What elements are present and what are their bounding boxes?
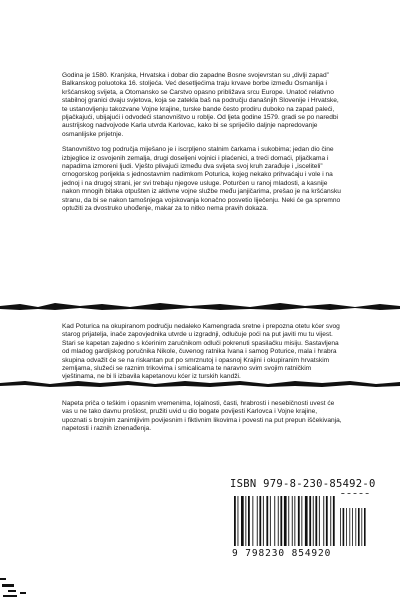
corner-decoration — [0, 540, 60, 600]
tagline-paragraph: Napeta priča o teškim i opasnim vremenima, lojalnosti, časti, hrabrosti i nesebičnosti uvest će vas u ne tako davnu prošlost, pružiti uvid u dio bogate povijesti Karlovca i Vojne krajine, upoznati s brojnim zanimljivim povijesnim i fiktivnim likovima i povesti na put prepun iščekivanja, napetosti i raznih iznenađenja. — [62, 400, 342, 433]
synopsis-paragraph-2: Stanovništvo tog područja miješano je i iscrpljeno stalnim čarkama i sukobima; jedan dio čine izbjeglice iz osvojenih zemalja, drugi doseljeni vojnici i plaćenici, a treći domaći, pljačkama i napadima izmoreni ljudi. Vješto plivajući između dva svijeta svoj kruh zarađuje i „isceliteli” crnogorskog porijekla s jednostavnim nadimkom Poturica, kojeg nekako prihvaćaju i vole i na jednoj i na drugoj strani, jer svi trebaju njegove usluge. Poturčen u ranoj mladosti, a kasnije nakon mnogih bitaka otpušten iz aktivne vojne službe među janjičarima, prešao je na kršćansku stranu, da bi se nakon tamošnjega vojskovanja konačno posvetio liječenju. Neki će ga spremno optužiti za dvostruko uhođenje, makar za to nitko nema pravih dokaza. — [62, 146, 341, 213]
synopsis-text — [62, 72, 342, 221]
torn-edge-bottom — [0, 378, 400, 390]
plot-paragraph: Kad Poturica na okupiranom području nedaleko Kamengrada sretne i prepozna otetu kćer svog starog prijatelja, inače zapovjednika utvrde u izgradnji, odlučuje poći na put javiti mu tu vijest. Stari se kapetan zajedno s kćerinim zaručnikom odluči pokrenuti spasilačku misiju. Sastavljena od mladog gardijskog poručnika Nikole, čuvenog ratnika Ivana i samog Poturice, mala i hrabra skupina odvažit će se na riskantan put po smrznutoj i opasnoj Krajini i okupiranim hrvatskim zemljama, služeći se raznim trikovima i smicalicama te naravno svim svojim ratničkim vještinama, ne bi li izbavila kapetanovu kćer iz turskih kandži. — [62, 323, 340, 381]
synopsis-paragraph-1: Godina je 1580. Kranjska, Hrvatska i dobar dio zapadne Bosne svojevrstan su „divlji zapad” Balkanskog poluotoka 16. stoljeća. Već desetljećima traju krvave borbe između Osmanlija i kršćanskog svijeta, a Otomansko se Carstvo opasno približava srcu Europe. Unatoč relativno stabilnoj granici dvaju svjetova, koja se zatekla baš na području današnjih Slovenije i Hrvatske, te ustanovljenju takozvane Vojne krajine, turske bande često prodiru duboko na zapad paleći, pljačkajući, ubijajući i odvodeći stanovništvo u roblje. Od ljeta godine 1579. gradi se po naredbi austrijskog nadvojvode Karla utvrda Karlovac, kako bi se spriječilo daljnje napredovanje osmanlijske prijetnje. — [62, 72, 339, 138]
barcode-number: 9 798230 854920 — [232, 548, 332, 559]
isbn-label: ISBN 979-8-230-85492-0 — [230, 478, 376, 490]
tagline-text — [62, 400, 342, 441]
isbn-block — [230, 478, 376, 568]
torn-edge-top — [0, 300, 400, 312]
